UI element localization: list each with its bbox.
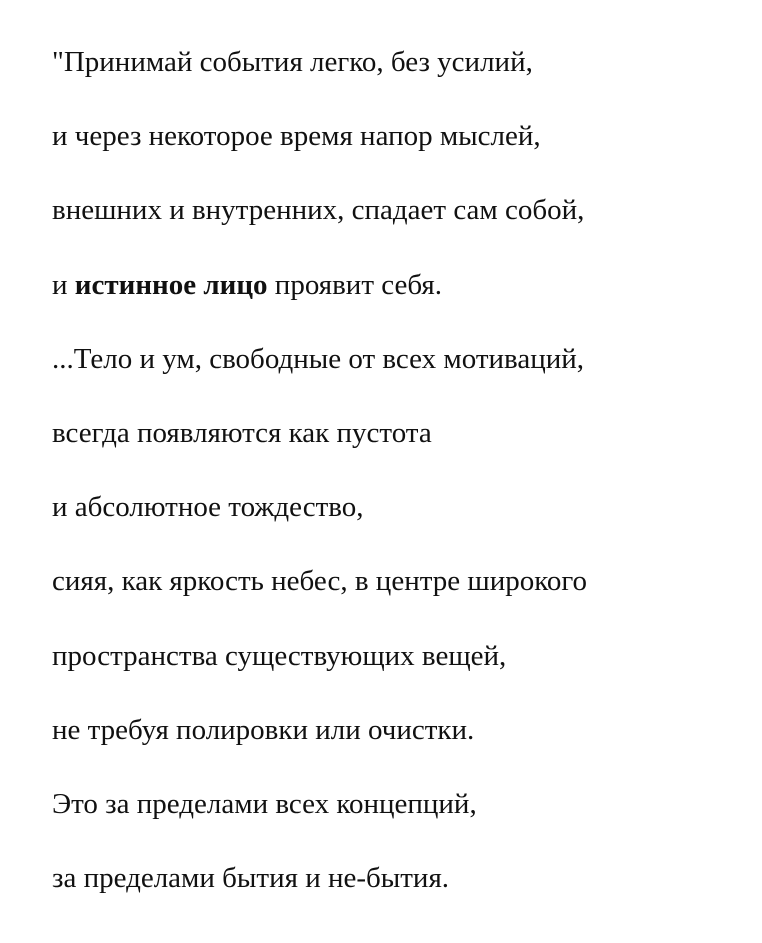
poem-line: за пределами бытия и не-бытия. <box>52 862 450 895</box>
line-text: и <box>52 268 75 301</box>
poem-line: сияя, как яркость небес, в центре широкого <box>52 565 587 598</box>
poem-line: всегда появляются как пустота <box>52 416 432 449</box>
poem-line: внешних и внутренних, спадает сам собой, <box>52 194 585 227</box>
poem-line: "Принимай события легко, без усилий, <box>52 46 533 78</box>
poem-text <box>52 41 587 931</box>
line-text: проявит себя. <box>267 268 442 301</box>
poem-line: ...Тело и ум, свободные от всех мотиваций, <box>52 342 585 375</box>
poem-line: не требуя полировки или очистки. <box>52 713 475 746</box>
poem-line: и через некоторое время напор мыслей, <box>52 120 541 153</box>
bold-phrase: истинное лицо <box>74 268 268 301</box>
poem-line <box>52 264 587 338</box>
poem-line: Это за пределами всех концепций, <box>52 787 477 820</box>
poem-line: пространства существующих вещей, <box>52 639 507 672</box>
poem-line: и абсолютное тождество, <box>52 491 364 524</box>
